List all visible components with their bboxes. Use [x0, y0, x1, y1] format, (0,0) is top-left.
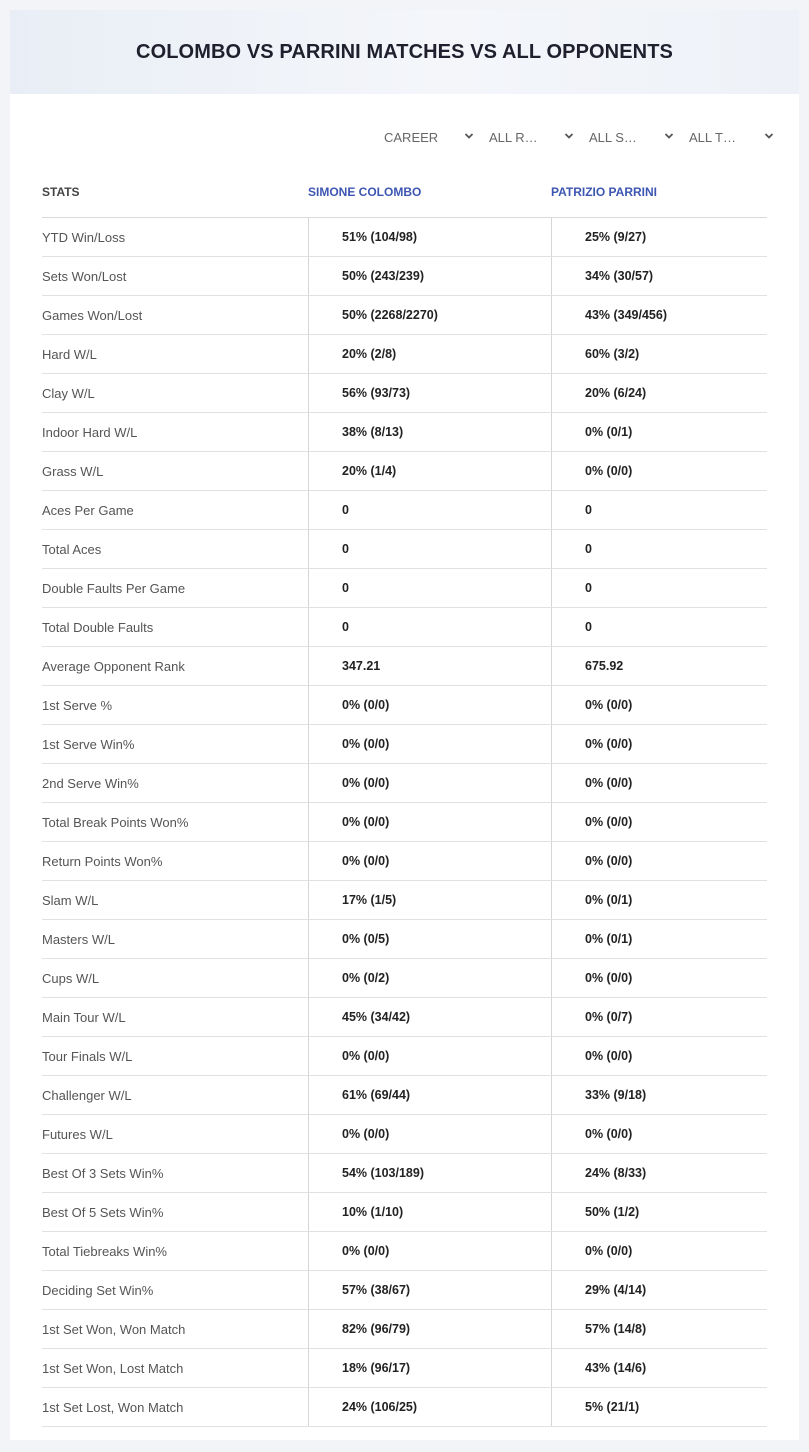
stat-label: Games Won/Lost	[42, 307, 143, 323]
stat-label: Clay W/L	[42, 385, 95, 401]
stat-label: 2nd Serve Win%	[42, 775, 139, 791]
player2-value: 60% (3/2)	[551, 335, 767, 373]
stat-label: Slam W/L	[42, 892, 99, 908]
player1-value: 24% (106/25)	[308, 1388, 551, 1426]
page-title: COLOMBO VS PARRINI MATCHES VS ALL OPPONENTS	[136, 40, 673, 63]
stat-label: Total Tiebreaks Win%	[42, 1243, 167, 1259]
stat-label: Grass W/L	[42, 463, 104, 479]
player1-value: 0	[308, 569, 551, 607]
player1-value: 18% (96/17)	[308, 1349, 551, 1387]
table-row	[42, 296, 767, 335]
stat-label: Aces Per Game	[42, 502, 134, 518]
player1-value: 347.21	[308, 647, 551, 685]
stat-label: Hard W/L	[42, 346, 97, 362]
player2-value: 33% (9/18)	[551, 1076, 767, 1114]
table-row	[42, 374, 767, 413]
player2-value: 24% (8/33)	[551, 1154, 767, 1192]
player2-value: 0% (0/0)	[551, 725, 767, 763]
stat-label: Tour Finals W/L	[42, 1048, 133, 1064]
player2-value: 43% (349/456)	[551, 296, 767, 334]
stat-label: Average Opponent Rank	[42, 658, 185, 674]
player1-value: 0% (0/0)	[308, 1232, 551, 1270]
table-row	[42, 881, 767, 920]
player1-value: 10% (1/10)	[308, 1193, 551, 1231]
table-row	[42, 569, 767, 608]
stat-label: 1st Set Won, Won Match	[42, 1321, 186, 1337]
table-row	[42, 413, 767, 452]
stat-label: 1st Serve %	[42, 697, 113, 713]
table-row	[42, 218, 767, 257]
stat-label: Total Aces	[42, 541, 102, 557]
player2-value: 5% (21/1)	[551, 1388, 767, 1426]
stat-label: Main Tour W/L	[42, 1009, 126, 1025]
stat-label: Cups W/L	[42, 970, 100, 986]
player1-value: 56% (93/73)	[308, 374, 551, 412]
stat-label: 1st Serve Win%	[42, 736, 135, 752]
filter-round-label: ALL R…	[489, 129, 538, 145]
table-row	[42, 1193, 767, 1232]
player1-value: 82% (96/79)	[308, 1310, 551, 1348]
player1-value: 0% (0/0)	[308, 1037, 551, 1075]
filter-surface-label: ALL S…	[589, 129, 637, 145]
player1-value: 20% (2/8)	[308, 335, 551, 373]
table-row	[42, 452, 767, 491]
player2-value: 20% (6/24)	[551, 374, 767, 412]
player1-value: 45% (34/42)	[308, 998, 551, 1036]
chevron-down-icon	[764, 131, 774, 141]
player1-value: 0% (0/0)	[308, 842, 551, 880]
stat-label: Futures W/L	[42, 1126, 113, 1142]
chevron-down-icon	[464, 131, 474, 141]
stat-label: Double Faults Per Game	[42, 580, 186, 596]
stat-label: Challenger W/L	[42, 1087, 132, 1103]
player1-value: 0% (0/0)	[308, 725, 551, 763]
player1-value: 0	[308, 530, 551, 568]
filter-period-select[interactable]	[384, 126, 484, 148]
player1-value: 0% (0/0)	[308, 1115, 551, 1153]
player1-value: 38% (8/13)	[308, 413, 551, 451]
stat-label: Return Points Won%	[42, 853, 163, 869]
filter-round-select[interactable]	[484, 126, 584, 148]
player2-value: 0% (0/1)	[551, 920, 767, 958]
column-header-stats: STATS	[42, 184, 80, 199]
player2-value: 0% (0/0)	[551, 1232, 767, 1270]
table-row	[42, 647, 767, 686]
player1-value: 0	[308, 491, 551, 529]
stat-label: Indoor Hard W/L	[42, 424, 138, 440]
player2-value: 0% (0/0)	[551, 764, 767, 802]
player2-value: 50% (1/2)	[551, 1193, 767, 1231]
chevron-down-icon	[664, 131, 674, 141]
player2-value: 25% (9/27)	[551, 218, 767, 256]
table-row	[42, 686, 767, 725]
stat-label: Best Of 3 Sets Win%	[42, 1165, 164, 1181]
table-row	[42, 1037, 767, 1076]
stat-label: Deciding Set Win%	[42, 1282, 154, 1298]
player2-value: 0% (0/0)	[551, 842, 767, 880]
filter-tournament-label: ALL T…	[689, 129, 736, 145]
stat-label: Best Of 5 Sets Win%	[42, 1204, 164, 1220]
player1-value: 17% (1/5)	[308, 881, 551, 919]
table-row	[42, 530, 767, 569]
stats-table	[42, 166, 767, 1427]
player2-value: 0	[551, 530, 767, 568]
player1-value: 0% (0/0)	[308, 803, 551, 841]
table-row	[42, 959, 767, 998]
player2-value: 0% (0/7)	[551, 998, 767, 1036]
player2-value: 0% (0/0)	[551, 803, 767, 841]
player2-value: 0% (0/0)	[551, 686, 767, 724]
table-row	[42, 1310, 767, 1349]
player1-value: 57% (38/67)	[308, 1271, 551, 1309]
player2-value: 29% (4/14)	[551, 1271, 767, 1309]
player2-value: 0% (0/0)	[551, 1037, 767, 1075]
filter-tournament-select[interactable]	[684, 126, 784, 148]
stats-card	[10, 10, 799, 1440]
table-body	[42, 218, 767, 1427]
player1-value: 51% (104/98)	[308, 218, 551, 256]
table-row	[42, 1271, 767, 1310]
stat-label: 1st Set Lost, Won Match	[42, 1399, 184, 1415]
table-row	[42, 998, 767, 1037]
stat-label: 1st Set Won, Lost Match	[42, 1360, 184, 1376]
table-row	[42, 803, 767, 842]
player1-value: 20% (1/4)	[308, 452, 551, 490]
table-row	[42, 920, 767, 959]
card-header	[10, 10, 799, 94]
player2-value: 675.92	[551, 647, 767, 685]
filter-period-label: CAREER	[384, 129, 439, 145]
player1-value: 50% (2268/2270)	[308, 296, 551, 334]
table-row	[42, 1349, 767, 1388]
player2-value: 0	[551, 569, 767, 607]
player2-value: 43% (14/6)	[551, 1349, 767, 1387]
stat-label: Masters W/L	[42, 931, 115, 947]
filter-bar	[384, 126, 784, 148]
filter-surface-select[interactable]	[584, 126, 684, 148]
table-row	[42, 1232, 767, 1271]
player2-value: 0	[551, 491, 767, 529]
player1-value: 0% (0/0)	[308, 764, 551, 802]
chevron-down-icon	[564, 131, 574, 141]
player1-value: 0% (0/5)	[308, 920, 551, 958]
table-row	[42, 1388, 767, 1427]
player2-value: 0	[551, 608, 767, 646]
stat-label: Total Break Points Won%	[42, 814, 189, 830]
stat-label: YTD Win/Loss	[42, 229, 126, 245]
table-row	[42, 335, 767, 374]
table-row	[42, 1115, 767, 1154]
table-row	[42, 764, 767, 803]
player2-value: 34% (30/57)	[551, 257, 767, 295]
player1-value: 0% (0/0)	[308, 686, 551, 724]
table-row	[42, 1154, 767, 1193]
player1-value: 0% (0/2)	[308, 959, 551, 997]
table-header	[42, 166, 767, 218]
player2-value: 0% (0/0)	[551, 452, 767, 490]
table-row	[42, 608, 767, 647]
stat-label: Sets Won/Lost	[42, 268, 127, 284]
table-row	[42, 257, 767, 296]
player2-value: 0% (0/0)	[551, 959, 767, 997]
player2-value: 57% (14/8)	[551, 1310, 767, 1348]
player1-value: 0	[308, 608, 551, 646]
player1-value: 61% (69/44)	[308, 1076, 551, 1114]
table-row	[42, 725, 767, 764]
stat-label: Total Double Faults	[42, 619, 154, 635]
player2-value: 0% (0/0)	[551, 1115, 767, 1153]
table-row	[42, 842, 767, 881]
table-row	[42, 1076, 767, 1115]
column-header-player1[interactable]: SIMONE COLOMBO	[308, 184, 422, 199]
player2-value: 0% (0/1)	[551, 881, 767, 919]
table-row	[42, 491, 767, 530]
player1-value: 54% (103/189)	[308, 1154, 551, 1192]
player2-value: 0% (0/1)	[551, 413, 767, 451]
player1-value: 50% (243/239)	[308, 257, 551, 295]
column-header-player2[interactable]: PATRIZIO PARRINI	[551, 184, 657, 199]
